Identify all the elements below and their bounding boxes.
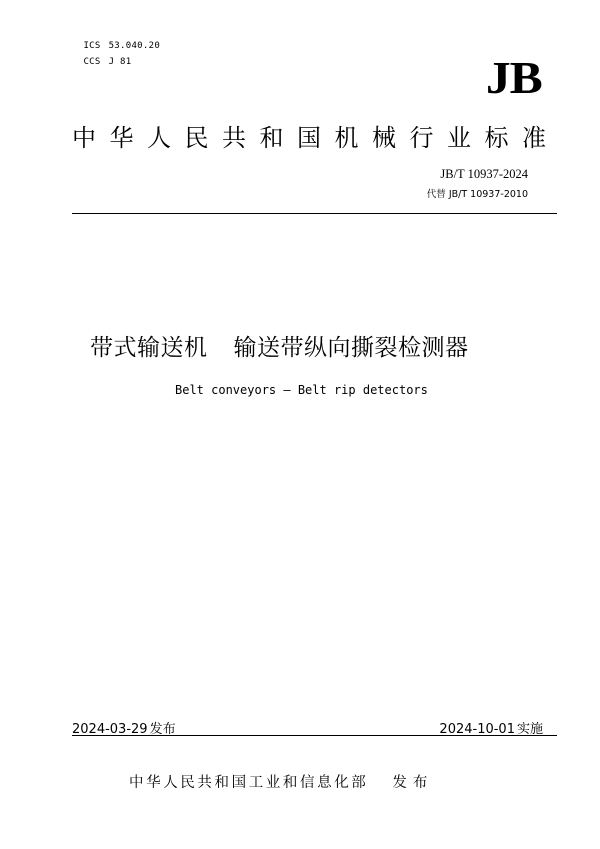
- footer-divider: [72, 735, 557, 736]
- replaces-value: JB/T 10937-2010: [448, 189, 528, 200]
- issuing-authority: [129, 771, 433, 792]
- standard-number: JB/T 10937-2024: [440, 167, 528, 181]
- standard-category-title: 中华人民共和国机械行业标准: [72, 124, 560, 152]
- ics-value: 53.040.20: [108, 41, 161, 51]
- issuer-name: 中华人民共和国工业和信息化部: [129, 775, 369, 791]
- replaces-label: 代替: [426, 189, 446, 200]
- replaces-standard: [427, 186, 528, 200]
- ccs-label: CCS: [83, 57, 101, 67]
- implement-date-value: 2024-10-01: [439, 722, 515, 737]
- ics-label: ICS: [83, 41, 101, 51]
- header-divider: [72, 213, 557, 214]
- publish-date-label: 发布: [149, 722, 176, 737]
- issuer-action: 发布: [392, 775, 434, 791]
- publish-date-value: 2024-03-29: [72, 722, 148, 737]
- jb-logo: JB: [486, 52, 542, 103]
- document-title-en: Belt conveyors — Belt rip detectors: [175, 383, 428, 397]
- ccs-code: [72, 47, 131, 67]
- document-title-cn: [90, 329, 469, 362]
- title-cn-part1: 带式输送机: [90, 335, 208, 361]
- ccs-value: J 81: [108, 57, 132, 67]
- title-cn-part2: 输送带纵向撕裂检测器: [233, 335, 469, 361]
- implement-date-label: 实施: [516, 722, 543, 737]
